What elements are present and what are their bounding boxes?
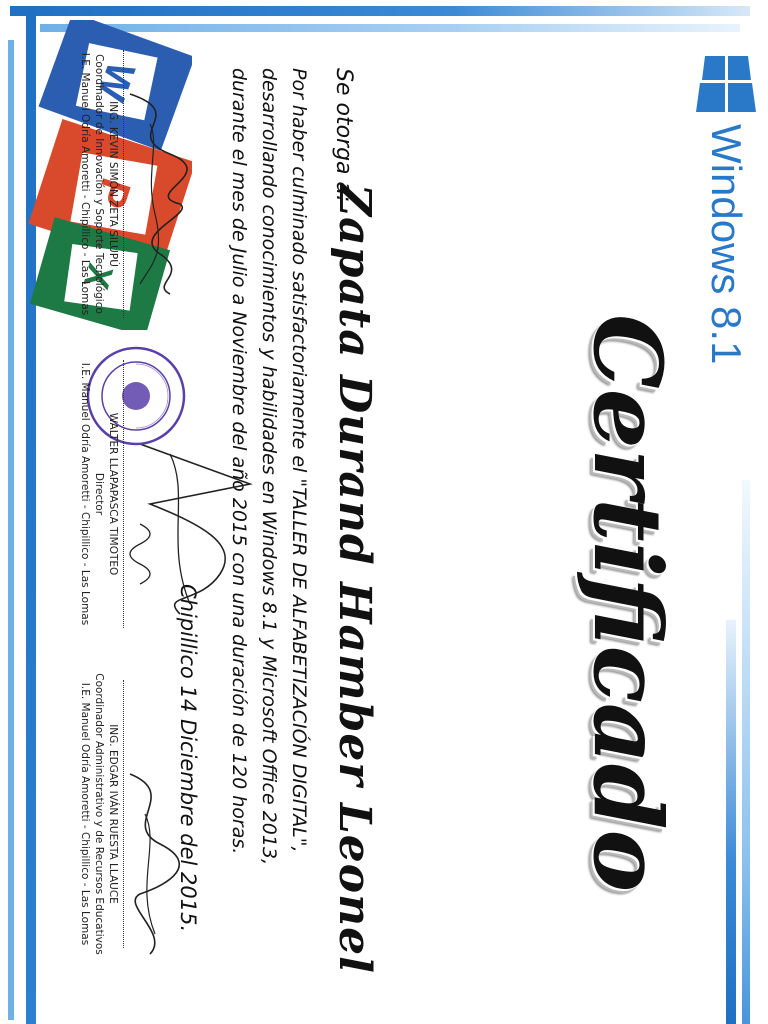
svg-text:X: X	[75, 259, 122, 294]
signatory-name: WALTER LLAPAPASCA TIMOTEO	[107, 412, 119, 576]
signatory-role: Coordinador de Innovación y Soporte Tecnológico	[93, 54, 105, 314]
signature-line	[123, 360, 124, 628]
signatory-name: ING. KEVIN SIMÓN ZETA SILUPÚ	[107, 101, 119, 267]
windows-brand-text: Windows 8.1	[703, 124, 750, 365]
signatory-role: Coordinador Administrativo y de Recursos Educativos	[93, 673, 105, 955]
signatory-block-2	[78, 344, 124, 644]
certificate-content	[40, 24, 760, 1024]
signature-2-icon	[120, 424, 260, 624]
signatory-name: ING. EDGAR IVÁN RUESTA LLAUCE	[107, 724, 119, 904]
windows-logo-icon	[696, 54, 756, 114]
svg-text:W: W	[88, 56, 143, 107]
signature-line	[123, 680, 124, 948]
top-border-stripe	[10, 6, 750, 16]
body-line-2: desarrollando conocimientos y habilidades en Windows 8.1 y Microsoft Office 2013,	[258, 68, 280, 866]
svg-text:P: P	[86, 172, 141, 215]
signatory-institution: I.E. Manuel Odría Amoretti - Chipillico - Las Lomas	[79, 682, 91, 946]
issue-date: Chipillico 14 Diciembre del 2015.	[176, 584, 200, 933]
signatory-institution: I.E. Manuel Odría Amoretti - Chipillico - Las Lomas	[79, 52, 91, 316]
signatory-block-1	[75, 34, 124, 334]
awarded-label: Se otorga a:	[331, 68, 356, 203]
signatory-block-3	[78, 664, 124, 964]
signatory-role: Director	[93, 472, 105, 516]
certificate-title: Certificado	[572, 314, 682, 893]
body-line-1: Por haber culminado satisfactoriamente el "TALLER DE ALFABETIZACIÓN DIGITAL",	[288, 68, 310, 853]
signature-line	[123, 50, 124, 318]
body-line-3: durante el mes de Julio a Noviembre del año 2015 con una duración de 120 horas.	[228, 68, 250, 855]
recipient-name: Zapata Durand Hamber Leonel	[329, 184, 380, 974]
signatory-institution: I.E. Manuel Odría Amoretti - Chipillico - Las Lomas	[79, 362, 91, 626]
